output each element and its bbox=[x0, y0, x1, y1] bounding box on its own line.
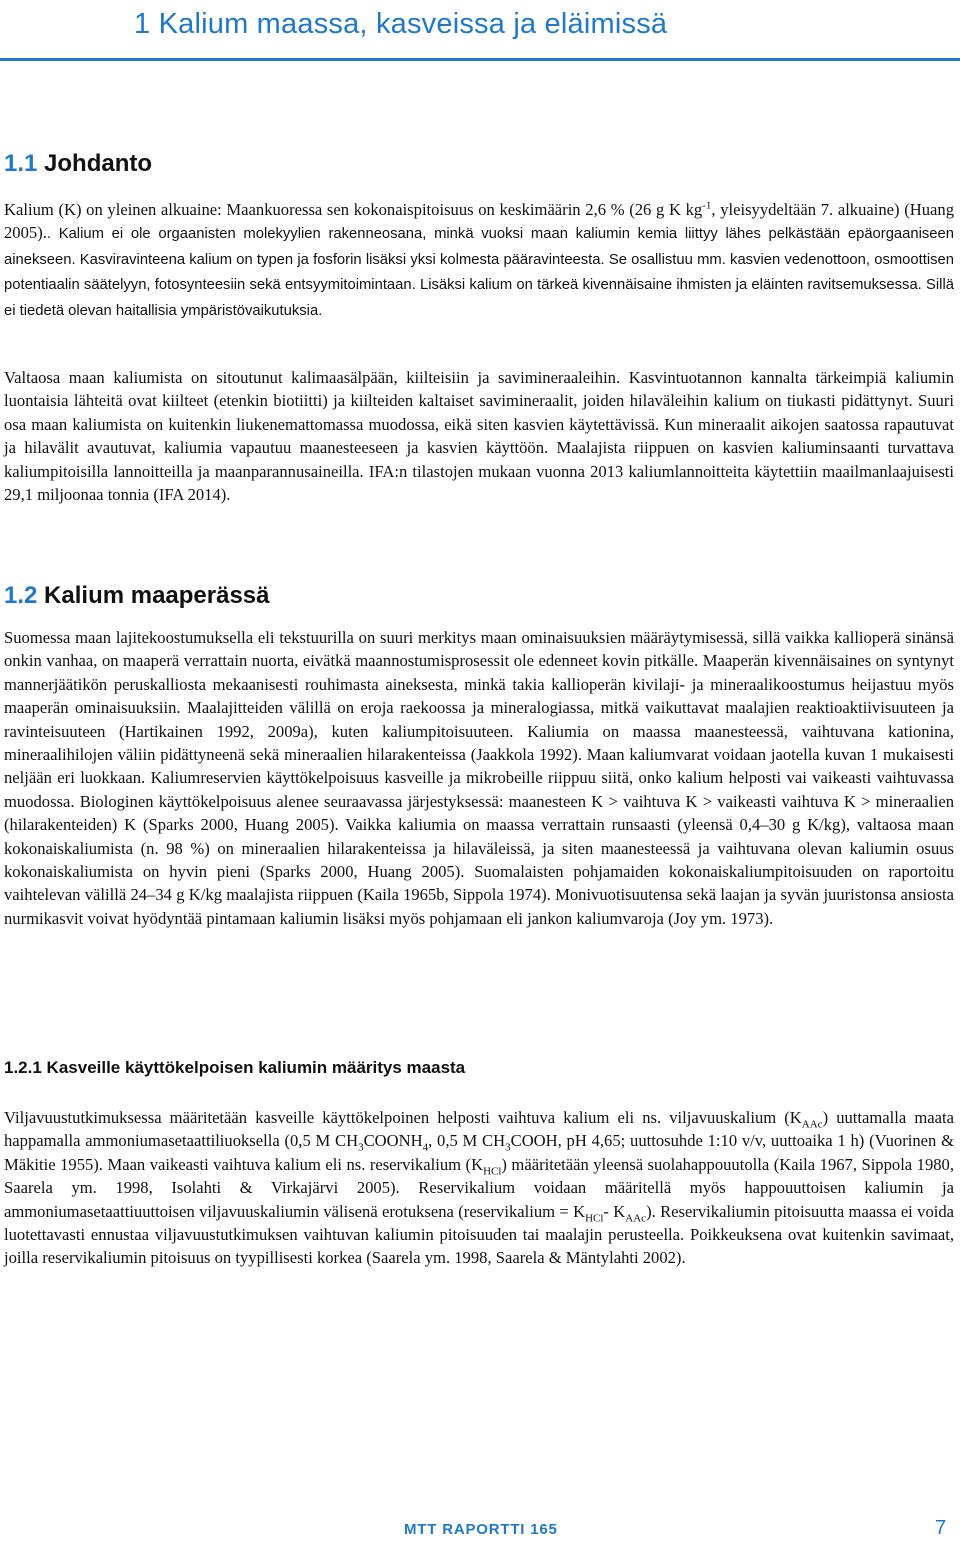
paragraph-soil-potassium: Suomessa maan lajitekoostumuksella eli tekstuurilla on suuri merkitys maan ominaisuuksien määräytymisessä, sillä vaikka kallioperä sinänsä onkin vanhaa, on maaperä verrattain nuorta, eivätkä maannostumisprosessit ole edenneet kovin pitkälle. Maaperän kivennäisaines on syntynyt mannerjäätikön peruskalliosta mekaanisesti rouhimasta aineksesta, minkä takia kallioperän kivilaji- ja mineraalikoostumus heijastuu myös maaperän ominaisuuksiin. Maalajitteiden välillä on eroja raekoossa ja mineralogiassa, mitkä vaikuttavat maalajien reaktioaktiivisuuteen ja ravinteisuuteen (Hartikainen 1992, 2009a), kuten kaliumpitoisuuteen. Kaliumia on maassa maanesteessä, vaihtuvana kationina, mineraalihilojen väliin pidättyneenä sekä mineraalien hilarakenteissa (Jaakkola 1992). Maan kaliumvarat voidaan jaotella kuvan 1 mukaisesti neljään eri luokkaan. Kaliumreservien käyttökelpoisuus kasveille ja mikrobeille riippuu siitä, onko kalium helposti vai vaikeasti vaihtuvassa muodossa. Biologinen käyttökelpoisuus alenee seuraavassa järjestyksessä: maanesteen K > vaihtuva K > vaikeasti vaihtuva K > mineraalien (hilarakenteiden) K (Sparks 2000, Huang 2005). Vaikka kaliumia on maassa verrattain runsaasti (yleensä 0,4–30 g K/kg), valtaosa maan kokonaiskaliumista (n. 98 %) on mineraalien hilarakenteissa ja hilaväleissä, ja siten maanesteessä ja vaihtuvana olevan kaliumin osuus kokonaiskaliumista on hyvin pieni (Sparks 2000, Huang 2005). Suomalaisten pohjamaiden kokonaiskaliumpitoisuuden on raportoitu vaihtelevan välillä 24–34 g K/kg maalajista riippuen (Kaila 1965b, Sippola 1974). Monivuotisuutensa sekä laajan ja syvän juuristonsa ansiosta nurmikasvit voivat hyödyntää pintamaan kaliumin lisäksi myös pohjamaan eli jankon kaliumvaroja (Joy ym. 1973). bbox=[4, 628, 954, 928]
subscript: 4 bbox=[422, 1141, 429, 1154]
section-title: Kalium maaperässä bbox=[44, 582, 270, 609]
heading-rule bbox=[0, 58, 960, 61]
section-number: 1.1 bbox=[4, 150, 38, 177]
paragraph-text: COOH, pH 4,65; uuttosuhde 1:10 v/v, uuttoaika 1 h) (Vuorinen & Mäkitie 1955). Maan vaikeasti vaihtuva kalium eli ns. reservikalium (K bbox=[4, 1131, 954, 1174]
subscript: AAc bbox=[801, 1118, 823, 1131]
section-title: Johdanto bbox=[44, 150, 153, 177]
paragraph-text: , 0,5 M CH bbox=[428, 1131, 506, 1151]
footer-report-title: MTT RAPORTTI 165 bbox=[404, 1521, 558, 1538]
paragraph-text: ) määritetään yleensä suolahappouutolla (Kaila 1967, Sippola 1980, Saarela ym. 1998, Isolahti & Virkajärvi 2005). Reservikalium voidaan määritellä myös happouuttoisen kaliumin ja ammoniumasetaattiuuttoisen viljavuuskaliumin välisenä erotuksena (reservikalium = K bbox=[4, 1154, 954, 1221]
subsection-title: Kasveille käyttökelpoisen kaliumin määritys maasta bbox=[46, 1058, 466, 1077]
subscript: 3 bbox=[505, 1141, 511, 1154]
superscript: -1 bbox=[702, 199, 712, 212]
paragraph-text: ) uuttamalla maata happamalla ammoniumasetaattiliuoksella (0,5 M CH bbox=[4, 1108, 954, 1151]
subscript: AAc bbox=[625, 1211, 647, 1224]
paragraph-text: Kalium (K) on yleinen alkuaine: Maankuoressa sen kokonaispitoisuus on keskimäärin 2,6 % (26 g K kg bbox=[4, 200, 703, 219]
section-heading-1-1 bbox=[4, 150, 152, 178]
page-number: 7 bbox=[935, 1517, 947, 1539]
paragraph-potassium-sources: Valtaosa maan kaliumista on sitoutunut kalimaasälpään, kiilteisiin ja savimineraaleihin. Kasvintuotannon kannalta tärkeimpiä kaliumin luontaisia lähteitä ovat kiilteet (etenkin biotiitti) ja kiilteiden kaltaiset savimineraalit, joiden hilaväleihin kalium on tiukasti pidättynyt. Suuri osa maan kaliumista on kuitenkin liukenemattomassa muodossa, eikä siten kasvien käytettävissä. Kun mineraalit aikojen saatossa rapautuvat ja hilavälit avautuvat, kaliumia vapautuu maanesteeseen ja kasvien käyttöön. Maalajista riippuen on kasvien kaliuminsaanti turvattava kaliumpitoisilla lannoitteilla ja maanparannusaineilla. IFA:n tilastojen mukaan vuonna 2013 kaliumlannoitteita käytettiin maailmanlaajuisesti 29,1 miljoonaa tonnia (IFA 2014). bbox=[4, 368, 954, 505]
section-number: 1.2 bbox=[4, 582, 38, 609]
section-heading-1-2 bbox=[4, 582, 270, 610]
paragraph-intro bbox=[4, 198, 954, 323]
paragraph-text: , yleisyydeltään 7. alkuaine) (Huang 2005). bbox=[4, 200, 954, 243]
paragraph-text: . Kalium ei ole orgaanisten molekyylien rakenneosana, minkä vuoksi maan kaliumin kemia liittyy lähes pelkästään epäorgaaniseen ainekseen. Kasviravinteena kalium on typen ja fosforin lisäksi yksi kolmesta pääravinteesta. Se osallistuu mm. kasvien vedenottoon, osmoottisen potentiaalin säätelyyn, fotosynteesiin sekä entsyymitoimintaan. Lisäksi kalium on tärkeä kivennäisaine ihmisten ja eläinten ravitsemuksessa. Sillä ei tiedetä olevan haitallisia ympäristövaikutuksia. bbox=[4, 226, 954, 319]
paragraph-potassium-determination bbox=[4, 1106, 954, 1270]
paragraph-text: ). Reservikaliumin pitoisuutta maassa ei voida luotettavasti ennustaa viljavuustutkimuksen vaihtuvan kaliumin pitoisuuden tai maalajin perusteella. Poikkeuksena ovat kuitenkin savimaat, joilla reservikaliumin pitoisuus on tyypillisesti korkea (Saarela ym. 1998, Saarela & Mäntylahti 2002). bbox=[4, 1201, 955, 1268]
chapter-heading: 1 Kalium maassa, kasveissa ja eläimissä bbox=[134, 8, 668, 40]
paragraph-text: Viljavuustutkimuksessa määritetään kasveille käyttökelpoinen helposti vaihtuva kalium eli ns. viljavuuskalium (K bbox=[4, 1108, 802, 1127]
paragraph-text: - K bbox=[603, 1201, 626, 1221]
subsection-number: 1.2.1 bbox=[4, 1058, 42, 1077]
subsection-heading-1-2-1 bbox=[4, 1058, 465, 1078]
paragraph-text: COONH bbox=[363, 1131, 423, 1151]
subscript: HCl bbox=[483, 1165, 502, 1178]
subscript: HCl bbox=[585, 1211, 604, 1224]
subscript: 3 bbox=[358, 1141, 364, 1154]
